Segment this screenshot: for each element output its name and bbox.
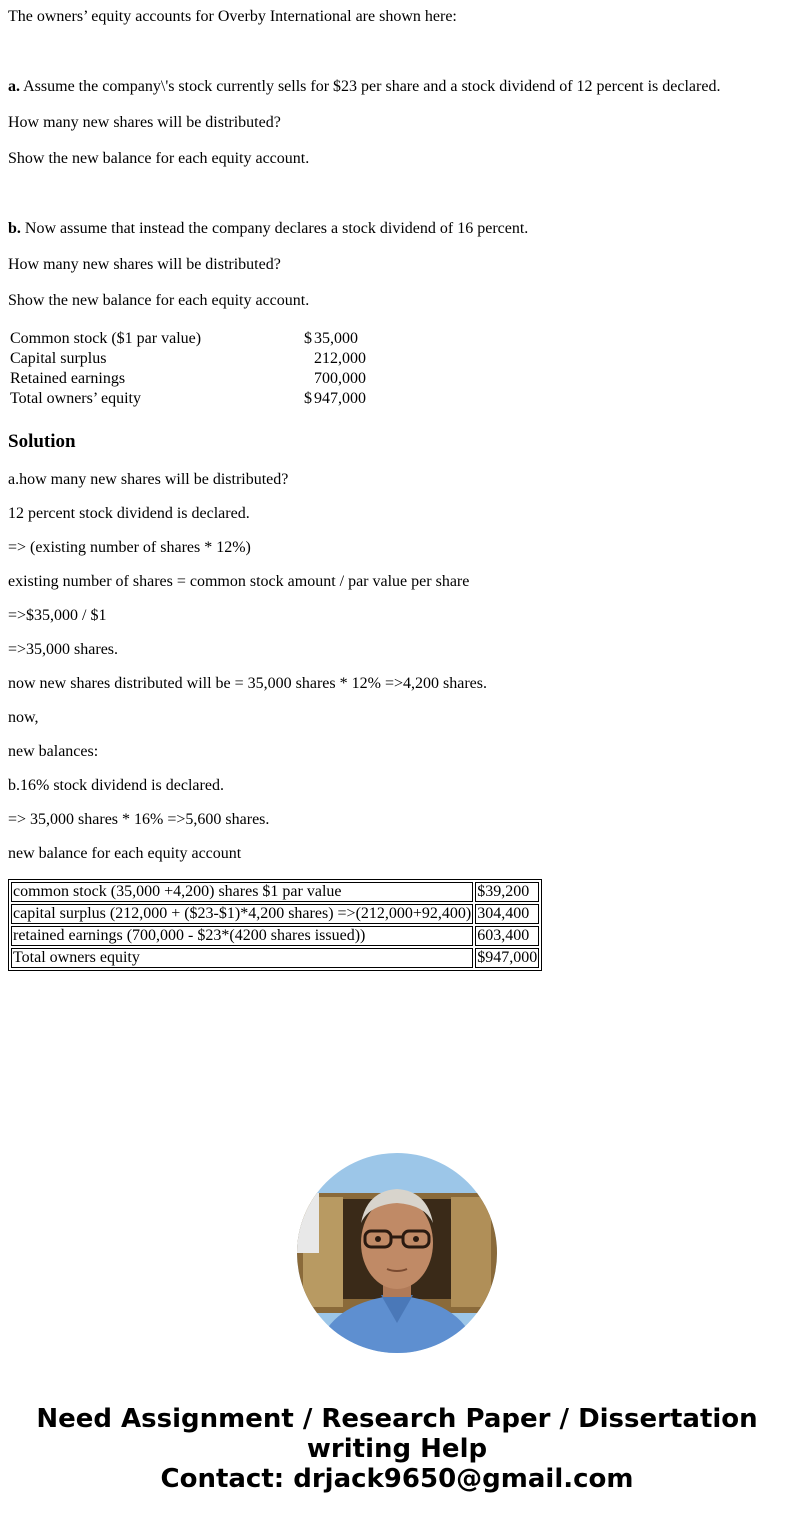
equity-label: Common stock ($1 par value): [10, 330, 202, 347]
part-a-question-1: How many new shares will be distributed?: [8, 114, 281, 131]
part-a-label: a.: [8, 78, 20, 95]
table-row: [11, 882, 539, 902]
new-balance-table: [8, 879, 542, 971]
table-row: [11, 926, 539, 946]
part-a-question-2: Show the new balance for each equity account.: [8, 150, 310, 167]
equity-label: Total owners’ equity: [10, 390, 141, 407]
balance-label: retained earnings (700,000 - $23*(4200 shares issued)): [11, 926, 473, 946]
balance-label: capital surplus (212,000 + ($23-$1)*4,200 shares) =>(212,000+92,400): [13, 905, 472, 922]
solution-line: b.16% stock dividend is declared.: [8, 777, 224, 794]
part-a-text: Assume the company\'s stock currently sells for $23 per share and a stock dividend of 12 percent is declared.: [20, 78, 721, 95]
equity-row: [10, 389, 370, 409]
solution-line: new balance for each equity account: [8, 845, 242, 862]
solution-line: => 35,000 shares * 16% =>5,600 shares.: [8, 811, 270, 828]
solution-line: a.how many new shares will be distributed?: [8, 471, 289, 488]
solution-line: now,: [8, 709, 39, 726]
balance-label: Total owners equity: [11, 948, 473, 968]
part-b-question-1: How many new shares will be distributed?: [8, 256, 281, 273]
solution-heading: Solution: [8, 431, 76, 452]
part-b-label: b.: [8, 220, 21, 237]
table-row: [11, 948, 539, 968]
solution-line: new balances:: [8, 743, 99, 760]
equity-value: 35,000: [314, 330, 358, 347]
balance-label: common stock (35,000 +4,200) shares $1 par value: [11, 882, 473, 902]
equity-value: 700,000: [314, 370, 366, 387]
balance-value: 603,400: [475, 926, 539, 946]
equity-label: Retained earnings: [10, 370, 126, 387]
equity-value: 947,000: [314, 390, 366, 407]
solution-line: =>35,000 shares.: [8, 641, 119, 658]
equity-row: [10, 349, 370, 369]
equity-row: [10, 329, 370, 349]
footer-line-1: Need Assignment / Research Paper / Dissertation: [36, 1404, 758, 1434]
solution-line: =>$35,000 / $1: [8, 607, 107, 624]
footer-line-2: writing Help: [306, 1434, 488, 1464]
equity-label: Capital surplus: [10, 350, 107, 367]
avatar-portrait-image: [297, 1153, 497, 1353]
equity-dollar-sign: $: [304, 330, 312, 347]
equity-row: [10, 369, 370, 389]
table-row: [11, 904, 539, 924]
solution-line: => (existing number of shares * 12%): [8, 539, 251, 556]
intro-text: The owners’ equity accounts for Overby International are shown here:: [8, 8, 457, 25]
balance-value: $39,200: [475, 882, 539, 902]
footer-contact: Contact: drjack9650@gmail.com: [160, 1464, 634, 1494]
balance-value: $947,000: [477, 949, 538, 966]
equity-value: 212,000: [314, 350, 366, 367]
equity-dollar-sign: $: [304, 390, 312, 407]
solution-line: existing number of shares = common stock amount / par value per share: [8, 573, 470, 590]
part-a-prompt: [8, 78, 720, 96]
footer-promo: [0, 1404, 794, 1494]
solution-line: 12 percent stock dividend is declared.: [8, 505, 250, 522]
author-avatar: [297, 1153, 497, 1353]
solution-line: now new shares distributed will be = 35,000 shares * 12% =>4,200 shares.: [8, 675, 487, 692]
part-b-question-2: Show the new balance for each equity account.: [8, 292, 310, 309]
part-b-prompt: [8, 220, 528, 238]
balance-value: 304,400: [475, 904, 539, 924]
part-b-text: Now assume that instead the company declares a stock dividend of 16 percent.: [20, 220, 529, 237]
